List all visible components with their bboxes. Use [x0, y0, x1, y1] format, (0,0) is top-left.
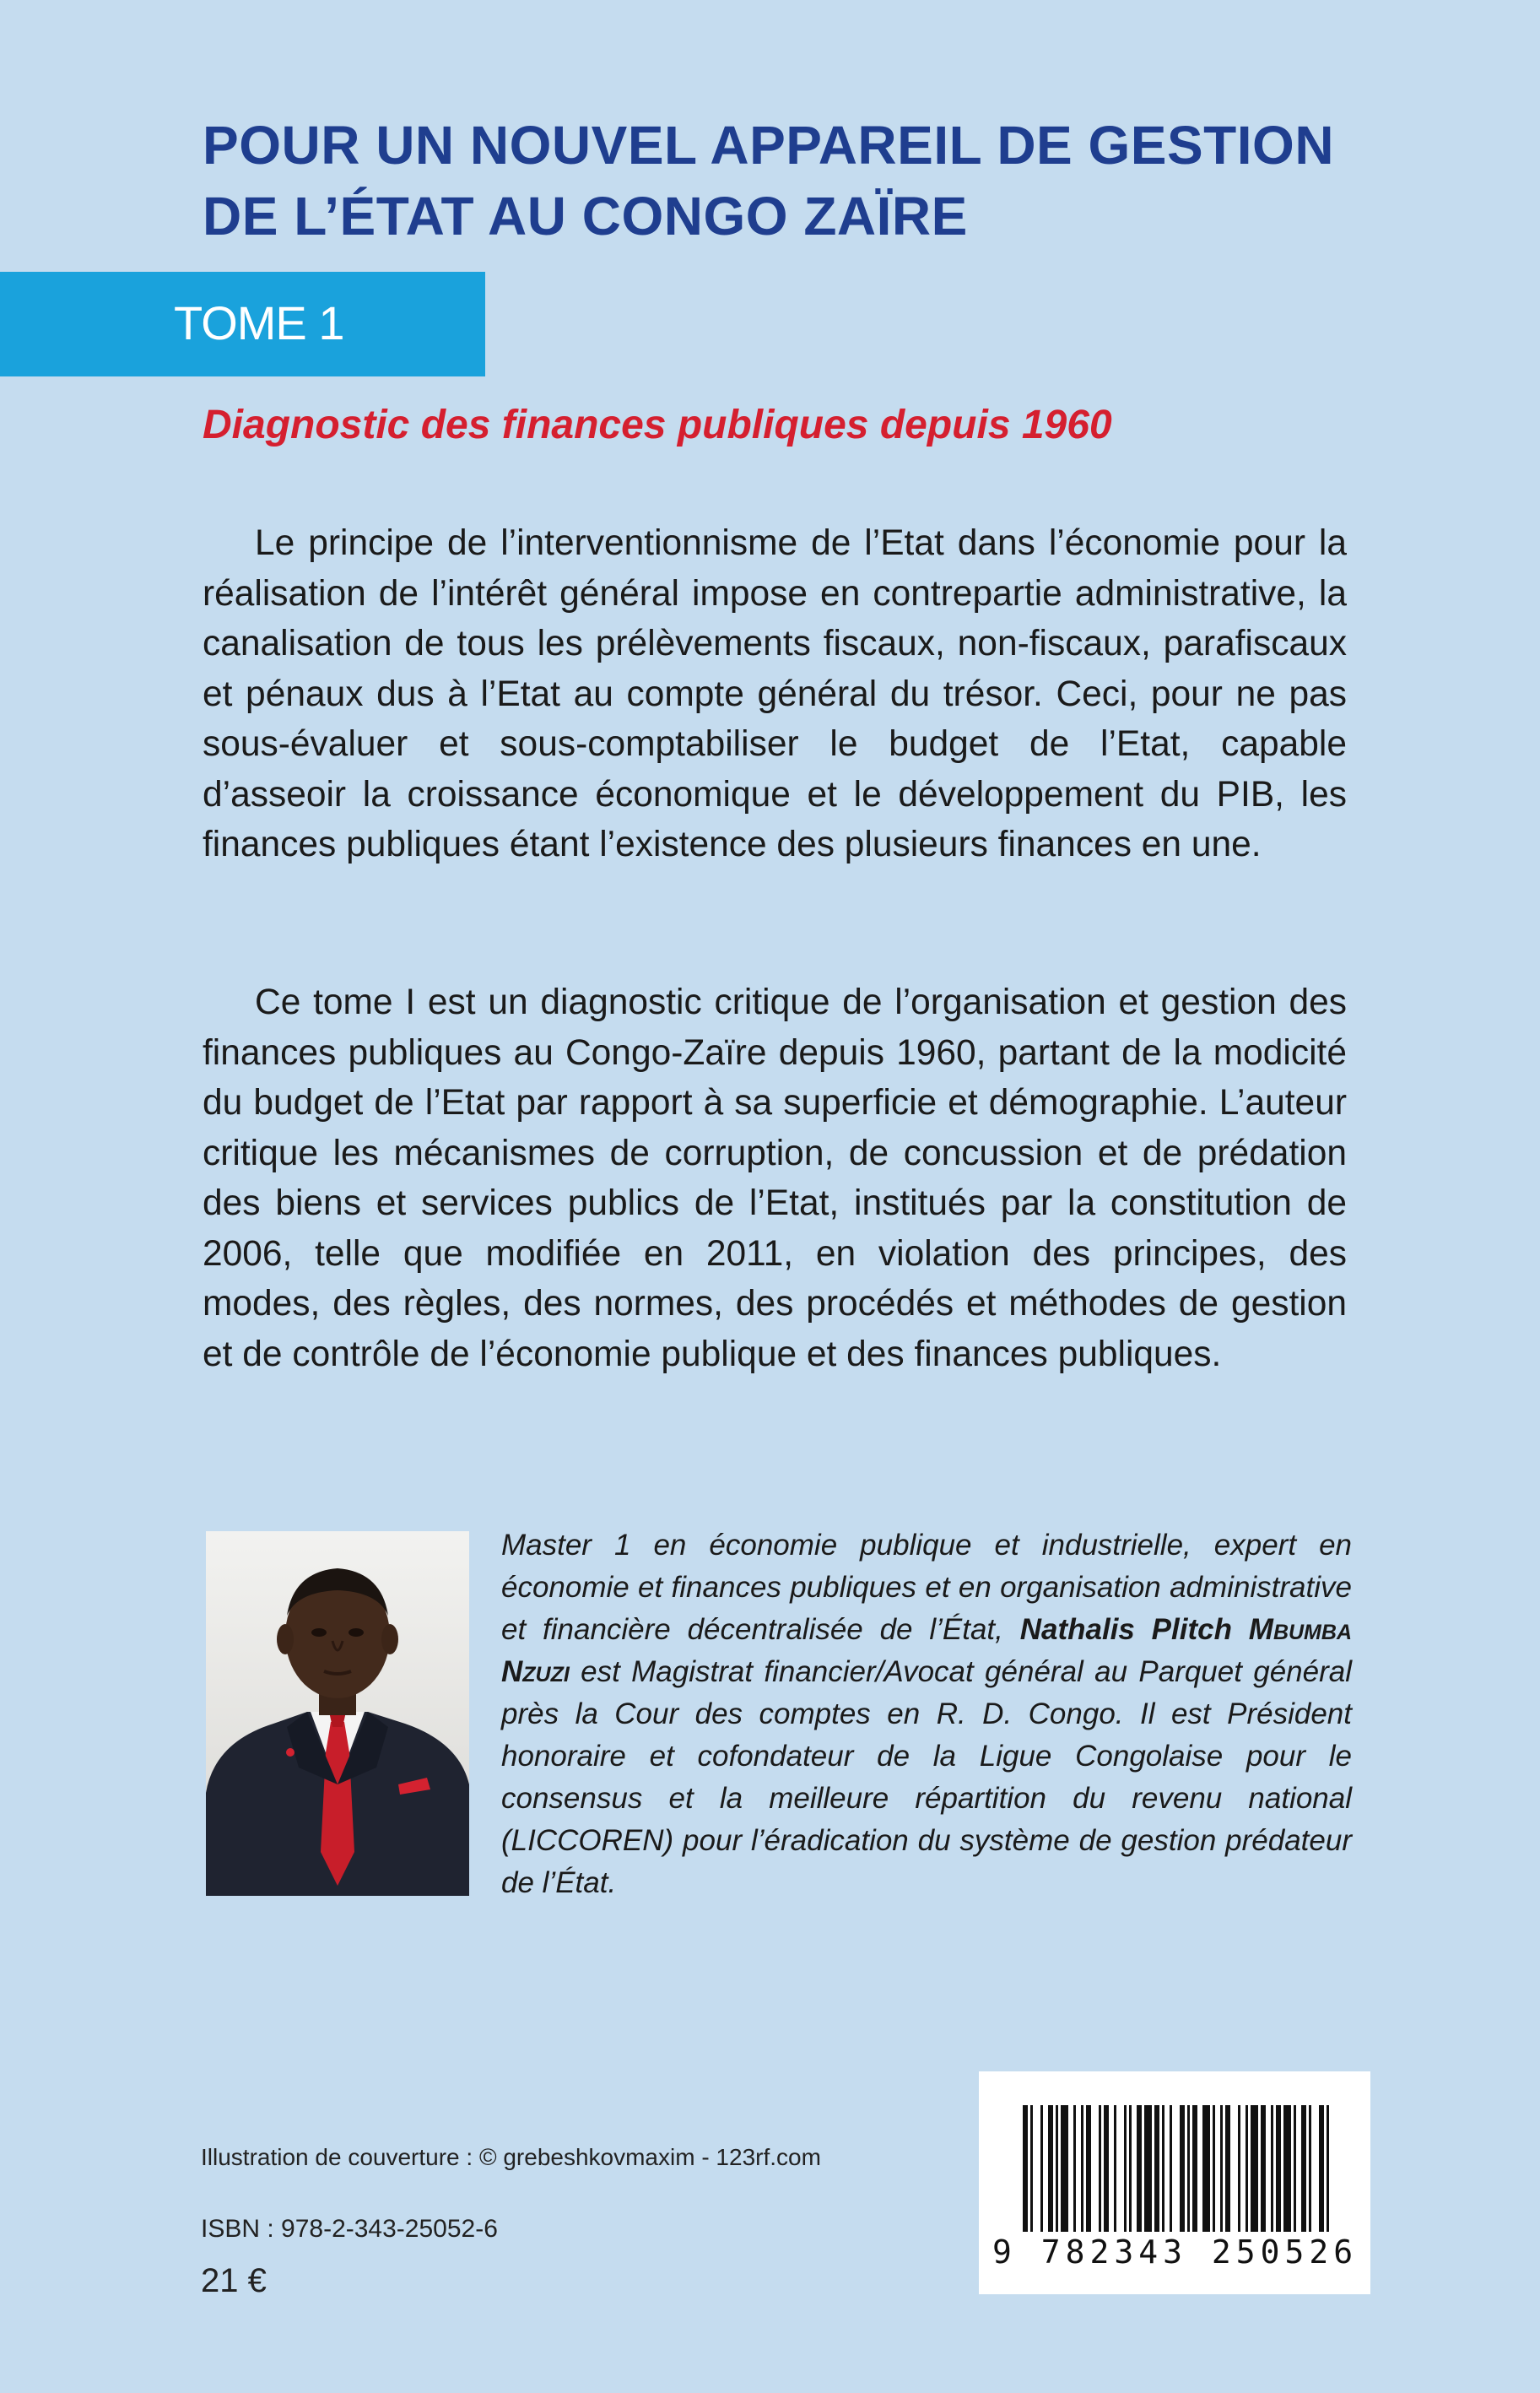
author-bio: [501, 1524, 1352, 1904]
author-first-name: Nathalis Plitch: [1019, 1613, 1232, 1646]
barcode-digits: 9 782343 250526: [992, 2233, 1359, 2271]
price: 21 €: [201, 2262, 267, 2299]
subtitle: Diagnostic des finances publiques depuis 1960: [203, 403, 1112, 447]
illustration-credit: Illustration de couverture : © grebeshkovmaxim - 123rf.com: [201, 2144, 821, 2170]
barcode: [979, 2071, 1370, 2294]
tome-band: [0, 272, 485, 376]
summary-paragraph-2: Ce tome I est un diagnostic critique de l’organisation et gestion des finances publiques au Congo-Zaïre depuis 1960, partant de la modicité du budget de l’Etat par rapport à sa superficie et démographie. L’auteur critique les mécanismes de corruption, de concussion et de prédation des biens et services publics de l’Etat, institués par la constitution de 2006, telle que modifiée en 2011, en violation des principes, des modes, des règles, des normes, des procédés et méthodes de gestion et de contrôle de l’économie publique et des finances publiques.: [203, 983, 1347, 1374]
bio-rest: est Magistrat financier/Avocat général au Parquet général près la Cour des comptes en R. D. Congo. Il est Président honoraire et cofondateur de la Ligue Congolaise pour le consensus et la meilleure répartition du revenu national (LICCOREN) pour l’éradication du système de gestion prédateur de l’État.: [501, 1655, 1352, 1899]
title-line-2: DE L’ÉTAT AU CONGO ZAÏRE: [203, 186, 968, 246]
summary-paragraph-1: Le principe de l’interventionnisme de l’Etat dans l’économie pour la réalisation de l’intérêt général impose en contrepartie administrative, la canalisation de tous les prélèvements fiscaux, non-fiscaux, parafiscaux et pénaux dus à l’Etat au compte général du trésor. Ceci, pour ne pas sous-évaluer et sous-comptabiliser le budget de l’Etat, capable d’asseoir la croissance économique et le développement du PIB, les finances publiques étant l’existence des plusieurs finances en une.: [203, 523, 1347, 864]
author-photo: [206, 1531, 469, 1896]
isbn: ISBN : 978-2-343-25052-6: [201, 2215, 498, 2243]
title-line-1: POUR UN NOUVEL APPAREIL DE GESTION: [203, 115, 1335, 176]
author-last-name: Mbumba Nzuzi: [501, 1613, 1352, 1688]
bio-intro: Master 1 en économie publique et industrielle, expert en économie et finances publiques et en organisation administrative et financière décentralisée de l’État,: [501, 1529, 1352, 1646]
barcode-bars: [979, 2071, 1370, 2240]
book-title: [203, 110, 1451, 252]
tome-label: TOME 1: [174, 296, 344, 349]
